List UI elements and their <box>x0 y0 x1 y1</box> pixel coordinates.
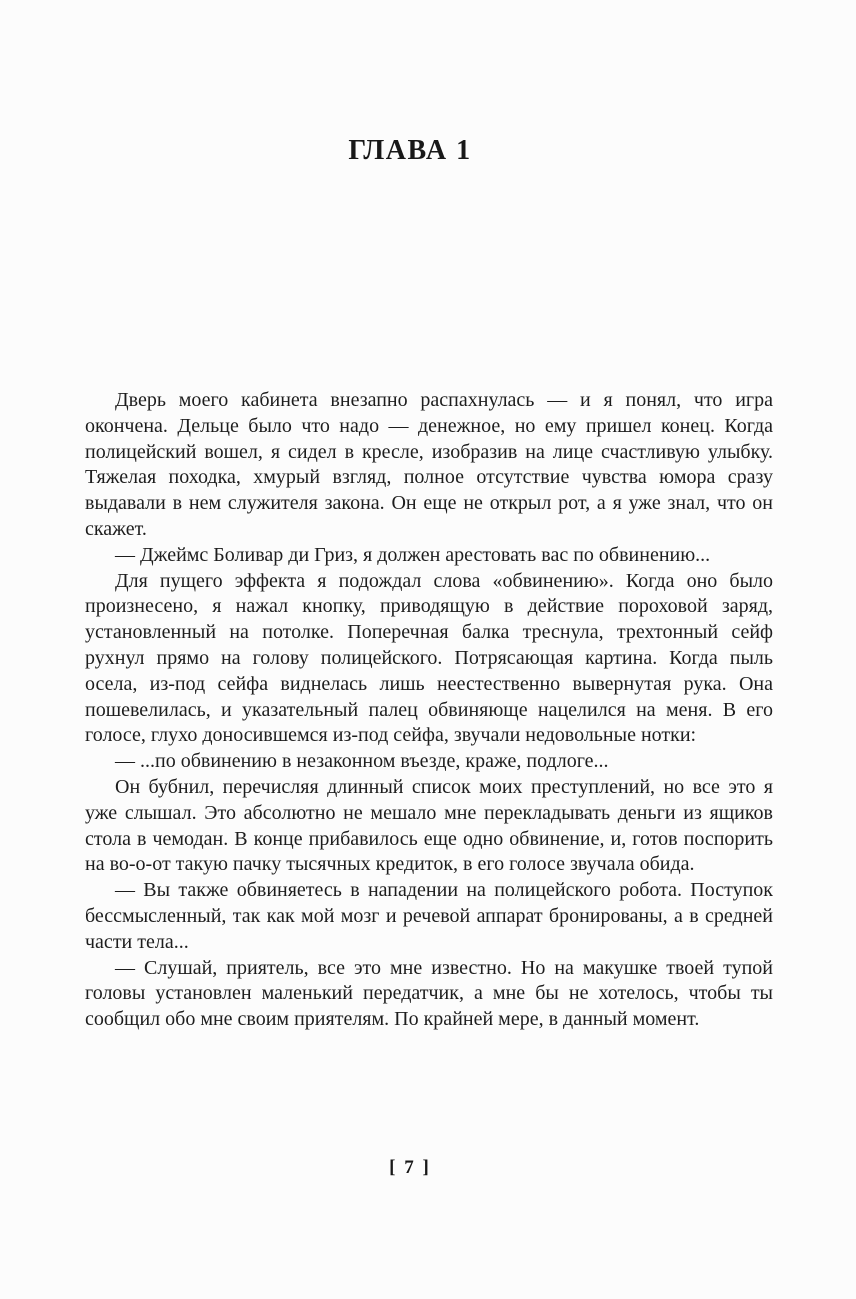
paragraph-dialogue: — Слушай, приятель, все это мне известно. Но на макушке твоей тупой головы установлен маленький передатчик, а мне бы не хотелось, чтобы ты сообщил обо мне своим приятелям. По крайней мере, в данный момент. <box>85 956 773 1031</box>
paragraph-dialogue: — Джеймс Боливар ди Гриз, я должен арестовать вас по обвинению... <box>115 543 711 566</box>
paragraph: Для пущего эффекта я подождал слова «обвинению». Когда оно было произнесено, я нажал кнопку, приводящую в действие пороховой заряд, установленный на потолке. Поперечная балка треснула, трехтонный сейф рухнул прямо на голову полицейского. Потрясающая картина. Когда пыль осела, из-под сейфа виднелась лишь неестественно вывернутая рука. Она пошевелилась, и указательный палец обвиняюще нацелился на меня. В его голосе, глухо доносившемся из-под сейфа, звучали недовольные нотки: <box>85 569 773 747</box>
paragraph: Он бубнил, перечисляя длинный список моих преступлений, но все это я уже слышал. Это абсолютно не мешало мне перекладывать деньги из ящиков стола в чемодан. В конце прибавилось еще одно обвинение, и, готов поспорить на во-о-от такую пачку тысячных кредиток, в его голосе звучала обида. <box>85 775 773 876</box>
paragraph-dialogue: — ...по обвинению в незаконном въезде, краже, подлоге... <box>115 750 609 773</box>
body-text <box>85 388 773 1033</box>
paragraph: Дверь моего кабинета внезапно распахнулась — и я понял, что игра окончена. Дельце было что надо — денежное, но ему пришел конец. Когда полицейский вошел, я сидел в кресле, изобразив на лице счастливую улыбку. Тяжелая походка, хмурый взгляд, полное отсутствие чувства юмора сразу выдавали в нем служителя закона. Он еще не открыл рот, а я уже знал, что он скажет. <box>85 389 773 540</box>
paragraph-dialogue: — Вы также обвиняетесь в нападении на полицейского робота. Поступок бессмысленный, так как мой мозг и речевой аппарат бронированы, а в средней части тела... <box>85 879 773 953</box>
chapter-title: ГЛАВА 1 <box>348 135 472 166</box>
page-number: [ 7 ] <box>389 1157 431 1178</box>
